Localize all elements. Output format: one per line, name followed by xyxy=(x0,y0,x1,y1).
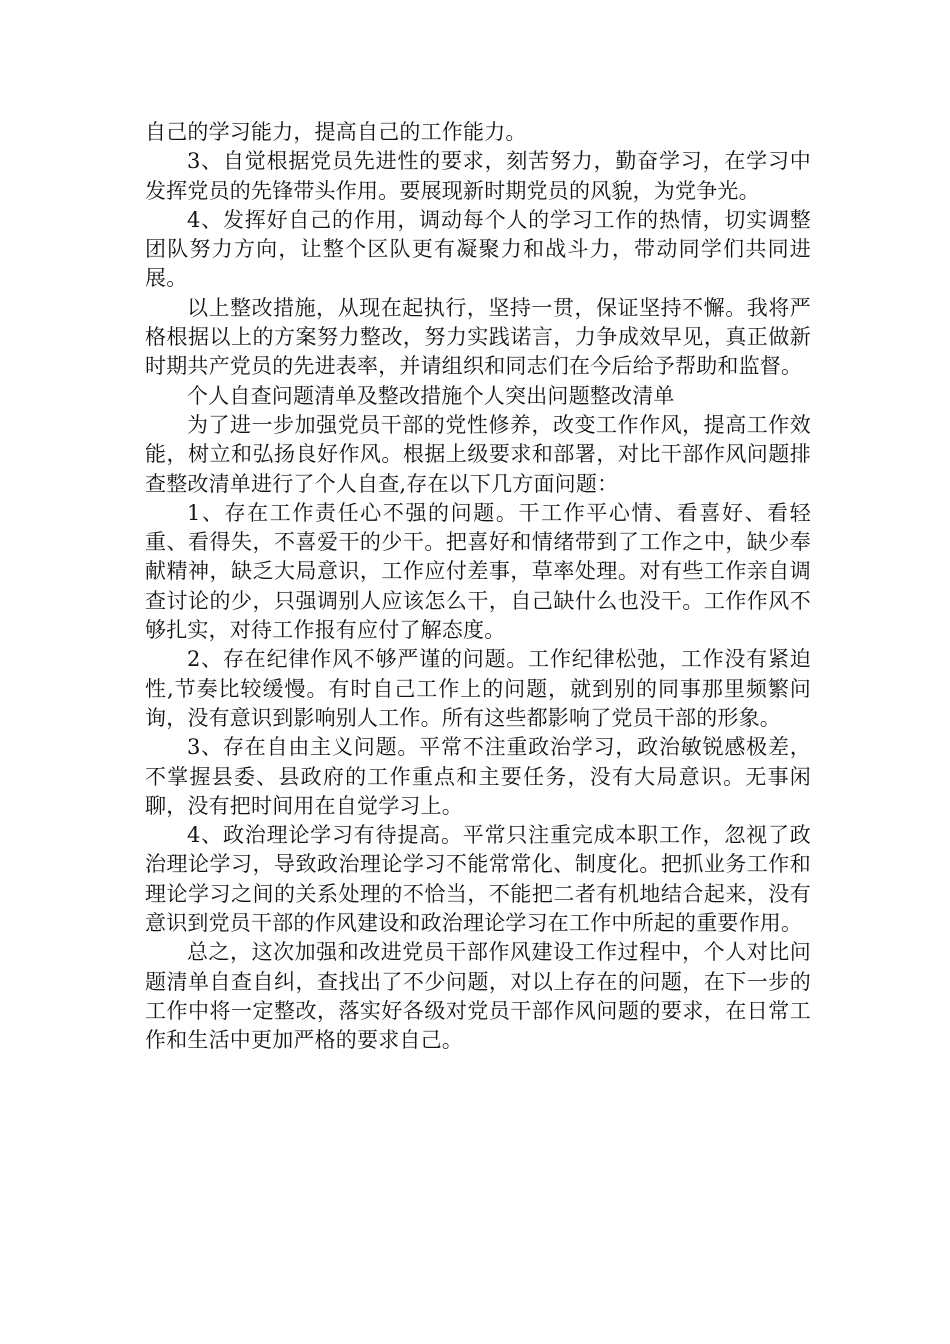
paragraph-conclusion: 总之，这次加强和改进党员干部作风建设工作过程中，个人对比问题清单自查自纠，查找出了不少问题，对以上存在的问题，在下一步的工作中将一定整改，落实好各级对党员干部作风问题的要求，在日常工作和生活中更加严格的要求自己。 xyxy=(145,940,811,1053)
paragraph-item-4-role: 4、发挥好自己的作用，调动每个人的学习工作的热情，切实调整团队努力方向，让整个区队更有凝聚力和战斗力，带动同学们共同进展。 xyxy=(145,207,811,291)
paragraph-intro: 为了进一步加强党员干部的党性修养，改变工作作风，提高工作效能，树立和弘扬良好作风。根据上级要求和部署，对比干部作风问题排查整改清单进行了个人自查,存在以下几方面问题： xyxy=(145,412,811,496)
section-heading: 个人自查问题清单及整改措施个人突出问题整改清单 xyxy=(187,383,675,408)
paragraph-continuation: 自己的学习能力，提高自己的工作能力。 xyxy=(145,120,527,144)
paragraph-commitment: 以上整改措施，从现在起执行，坚持一贯，保证坚持不懈。我将严格根据以上的方案努力整改，努力实践诺言，力争成效早见，真正做新时期共产党员的先进表率，并请组织和同志们在今后给予帮助和监督。 xyxy=(145,295,811,379)
paragraph-issue-1: 1、存在工作责任心不强的问题。干工作平心情、看喜好、看轻重、看得失，不喜爱干的少干。把喜好和情绪带到了工作之中，缺少奉献精神，缺乏大局意识，工作应付差事，草率处理。对有些工作亲自调查讨论的少，只强调别人应该怎么干，自己缺什么也没干。工作作风不够扎实，对待工作报有应付了解态度。 xyxy=(145,500,811,643)
paragraph-issue-2: 2、存在纪律作风不够严谨的问题。工作纪律松弛，工作没有紧迫性,节奏比较缓慢。有时自己工作上的问题，就到别的同事那里频繁问询，没有意识到影响别人工作。所有这些都影响了党员干部的形象。 xyxy=(145,647,811,730)
paragraph-item-3-study: 3、自觉根据党员先进性的要求，刻苦努力，勤奋学习，在学习中发挥党员的先锋带头作用。要展现新时期党员的风貌，为党争光。 xyxy=(145,149,811,203)
paragraph-issue-3: 3、存在自由主义问题。平常不注重政治学习，政治敏锐感极差，不掌握县委、县政府的工作重点和主要任务，没有大局意识。无事闲聊，没有把时间用在自觉学习上。 xyxy=(145,735,811,818)
document-body xyxy=(145,118,811,1056)
paragraph-issue-4: 4、政治理论学习有待提高。平常只注重完成本职工作，忽视了政治理论学习，导致政治理论学习不能常常化、制度化。把抓业务工作和理论学习之间的关系处理的不恰当，不能把二者有机地结合起来，没有意识到党员干部的作风建设和政治理论学习在工作中所起的重要作用。 xyxy=(145,823,811,936)
